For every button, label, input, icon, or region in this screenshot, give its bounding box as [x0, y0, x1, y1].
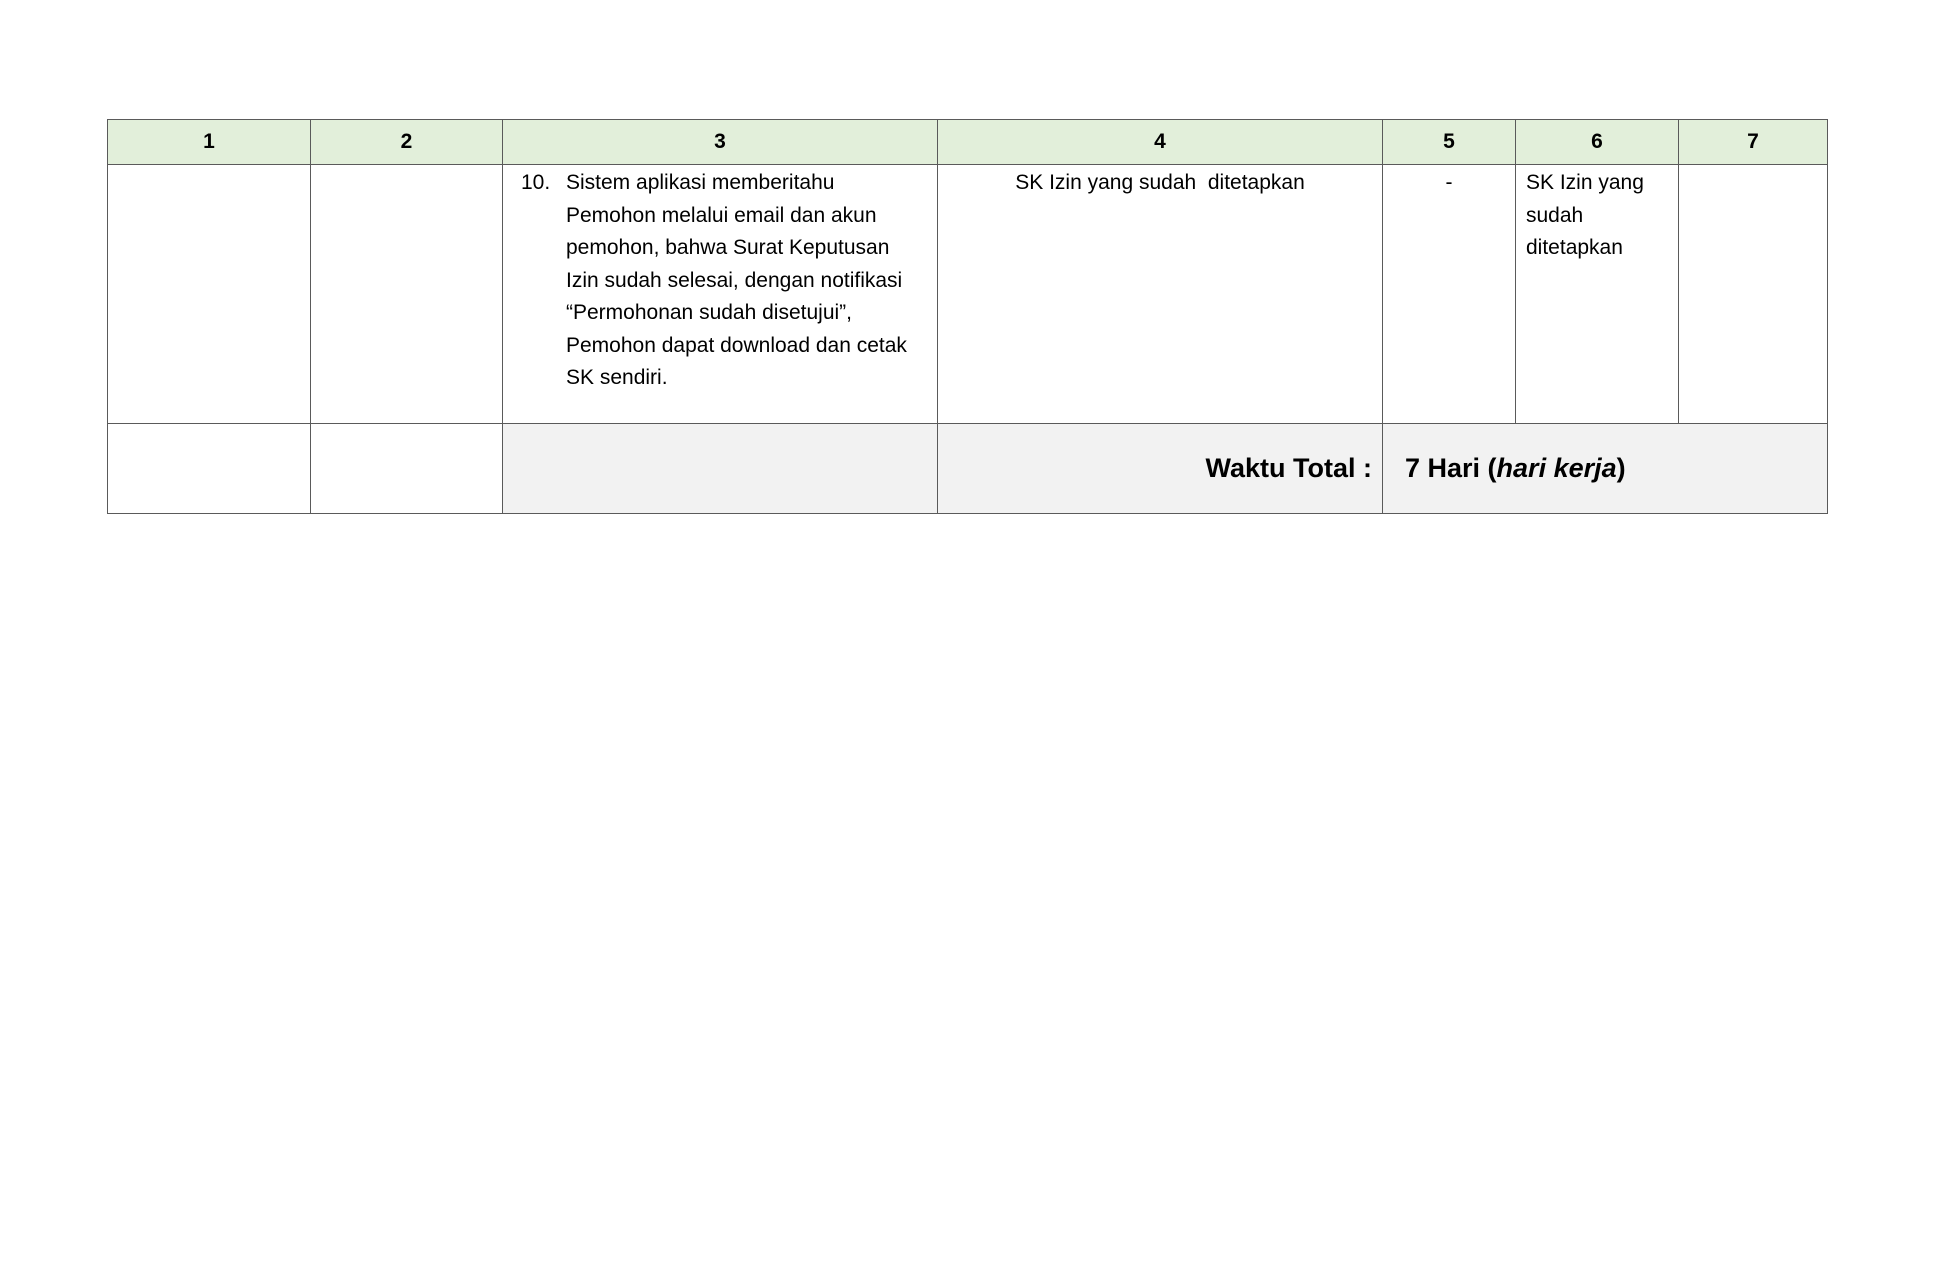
header-cell-1: 1 [108, 120, 311, 165]
cell-col-6 [1516, 165, 1679, 424]
total-row [108, 424, 1828, 514]
total-value-suffix: ) [1616, 453, 1626, 483]
table-row [108, 165, 1828, 424]
header-row [108, 120, 1828, 165]
total-value [1383, 424, 1828, 514]
cell-col-6-line: ditetapkan [1526, 236, 1623, 259]
cell-col-4-text: SK Izin yang sudah ditetapkan [1015, 171, 1305, 194]
header-cell-2: 2 [311, 120, 503, 165]
header-cell-4: 4 [938, 120, 1383, 165]
header-cell-6: 6 [1516, 120, 1679, 165]
cell-activity [503, 165, 938, 424]
total-value-italic: hari kerja [1496, 453, 1617, 483]
step-item [503, 165, 937, 395]
step-line: Pemohon melalui email dan akun [566, 203, 877, 227]
total-cell-3 [503, 424, 938, 514]
cell-col-6-line: SK Izin yang [1526, 171, 1644, 194]
step-line: “Permohonan sudah disetujui”, [566, 301, 853, 324]
procedure-table [107, 119, 1828, 514]
header-cell-5: 5 [1383, 120, 1516, 165]
step-line: Pemohon dapat download dan cetak [566, 333, 907, 357]
step-line: SK sendiri. [566, 366, 668, 389]
header-cell-3: 3 [503, 120, 938, 165]
total-value-prefix: 7 Hari ( [1405, 453, 1497, 483]
cell-col-4 [938, 165, 1383, 424]
step-line: Izin sudah selesai, dengan notifikasi [566, 268, 903, 292]
total-label: Waktu Total : [938, 424, 1383, 514]
cell-col-6-line: sudah [1526, 203, 1584, 227]
step-description [566, 167, 927, 395]
total-cell-2 [311, 424, 503, 514]
cell-col-5 [1383, 165, 1516, 424]
step-number: 10. [521, 171, 551, 194]
cell-col-2 [311, 165, 503, 424]
cell-col-7 [1679, 165, 1828, 424]
cell-col-5-text: - [1445, 171, 1453, 194]
step-line: Sistem aplikasi memberitahu [566, 171, 835, 194]
cell-col-1 [108, 165, 311, 424]
header-cell-7: 7 [1679, 120, 1828, 165]
cell-col-6-text [1516, 165, 1678, 265]
step-line: pemohon, bahwa Surat Keputusan [566, 236, 890, 259]
total-cell-1 [108, 424, 311, 514]
